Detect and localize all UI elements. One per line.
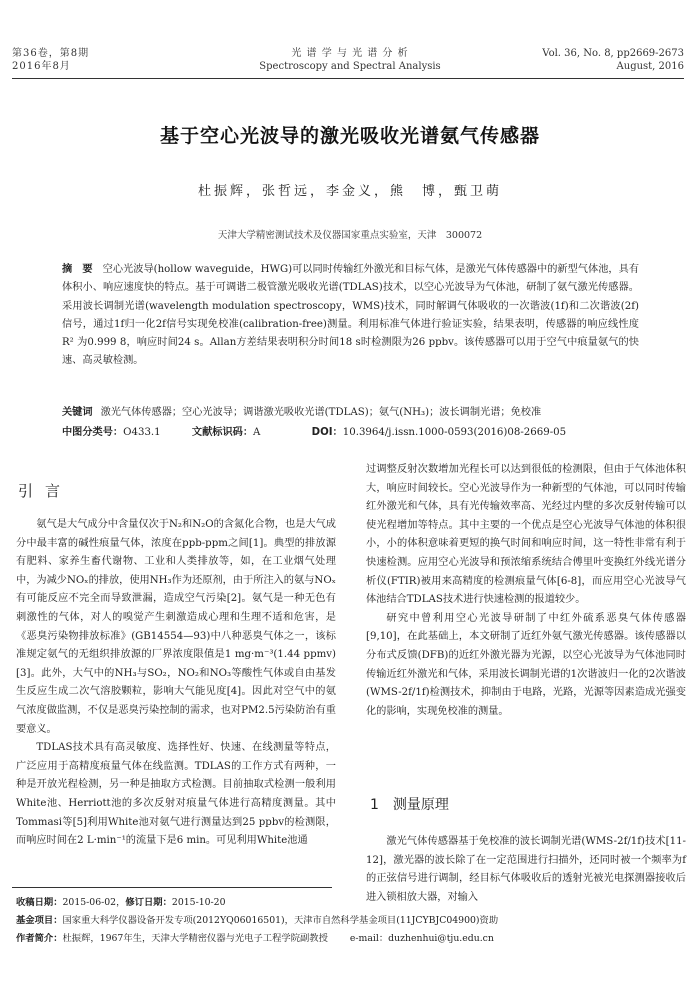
revised-label: 修订日期： [125,897,172,908]
volume-pages-en: Vol. 36, No. 8, pp2669-2673 [542,48,684,59]
classification-line [62,424,652,442]
right-column-body [366,461,686,721]
document-code: A [253,427,261,438]
volume-issue: 第36卷，第8期 [12,48,90,59]
doi-label: DOI： [311,427,343,438]
intro-paragraph-4: 研究中曾利用空心光波导研制了中红外硫系恶臭气体传感器[9,10]，在此基础上，本文研制了近红外氨气激光传感器。该传感器以分布式反馈(DFB)的近红外激光器为光源，以空心光波导为气体池同时传输近红外激光和气体，采用波长调制光谱的1次谐波归一化的2次谐波(WMS-2f/1f)检测技术，抑制由于电路，光路，光源等因素造成光强变化的影响，实现免校准的测量。 [366,612,686,717]
revised-date: 2015-10-20 [171,897,226,908]
clc-number: O433.1 [123,427,161,438]
publication-date-en: August, 2016 [616,61,684,72]
received-date: 2015-06-02， [62,897,126,908]
intro-paragraph-3: 过调整反射次数增加光程长可以达到很低的检测限，但由于气体池体积大，响应时间较长。空心光波导作为一种新型的气体池，可以同时传输红外激光和气体，具有光传输效率高、光经过内壁的多次反射传输可以使光程增加等特点。其中主要的一个优点是空心光波导气体池的体积很小，小的体积意味着更短的换气时间和响应时间，这一特性非常有利于快速检测。应用空心光波导和预浓缩系统结合傅里叶变换红外线光谱分析仪(FTIR)被用来高精度的检测痕量气体[6-8]，而应用空心光波导气体池结合TDLAS技术进行快速检测的报道较少。 [366,464,686,606]
journal-volume-info-en [542,47,684,73]
keywords-text: 激光气体传感器；空心光波导；调谐激光吸收光谱(TDLAS)；氨气(NH₃)；波长调制光谱；免校准 [100,407,542,418]
section-heading-introduction: 引言 [18,482,73,500]
footnote-author [16,932,686,946]
clc-label: 中图分类号： [62,427,124,438]
author-bio-label: 作者简介： [16,933,63,944]
publication-year-month: 2016年8月 [12,61,71,72]
principle-paragraph-1: 激光气体传感器基于免校准的波长调制光谱(WMS-2f/1f)技术[11-12]，激光器的波长除了在一定范围进行扫描外，还同时被一个频率为f的正弦信号进行调制，经目标气体吸收后的透射光被光电探测器接收后进入锁相放大器，对输入 [366,836,686,903]
document-code-label: 文献标识码： [191,427,254,438]
keywords [62,404,652,422]
section-number: 1 [370,797,379,813]
affiliation: 天津大学精密测试技术及仪器国家重点实验室，天津 300072 [217,230,483,241]
abstract-label: 摘 要 [62,264,93,275]
paper-title: 基于空心光波导的激光吸收光谱氨气传感器 [159,125,540,147]
doi: 10.3964/j.issn.1000-0593(2016)08-2669-05 [342,427,567,438]
footnote-rule [12,887,332,888]
fund-text: 国家重大科学仪器设备开发专项(2012YQ06016501)，天津市自然科学基金项目(11JCYBJC04900)资助 [62,915,499,926]
section-heading-principle [370,794,449,814]
left-column-body [16,516,336,851]
header-rule [12,78,684,79]
section-title: 测量原理 [392,797,449,813]
received-label: 收稿日期： [16,897,63,908]
journal-name-english: Spectroscopy and Spectral Analysis [259,61,441,72]
intro-paragraph-1: 氨气是大气成分中含量仅次于N₂和N₂O的含氮化合物，也是大气成分中最丰富的碱性痕量气体，浓度在ppb-ppm之间[1]。典型的排放源有肥料、家养生畜代谢物、工业和人类排放等，如，在工业烟气处理中，为减少NOₓ的排放，使用NH₃作为还原剂，由于所注入的氨与NOₓ有可能反应不完全而导致泄漏，造成空气污染[2]。氨气是一种无色有刺激性的气体，对人的嗅觉产生刺激造成心理和生理不适和危害，是《恶臭污染物排放标准》(GB14554—93)中八种恶臭气体之一，该标准规定氨气的无组织排放源的厂界浓度限值是1 mg·m⁻³(1.44 ppmv)[3]。此外，大气中的NH₃与SO₂，NO₂和NO₃等酸性气体或自由基发生反应生成二次气溶胶颗粒，影响大气能见度[4]。因此对空气中的氨气浓度做监测，不仅是恶臭污染控制的需求，也对PM2.5污染防治有重要意义。 [16,519,336,735]
footnote-dates [16,896,686,910]
author-bio: 杜振辉，1967年生，天津大学精密仪器与光电子工程学院副教授 [62,933,328,944]
footnote-funding [16,914,686,928]
fund-label: 基金项目： [16,915,63,926]
abstract-text: 空心光波导(hollow waveguide，HWG)可以同时传输红外激光和目标气体，是激光气体传感器中的新型气体池，具有体积小、响应速度快的特点。基于可调谐二极管激光吸收光谱(TDLAS)技术，以空心光波导为气体池，研制了氨气激光传感器。采用波长调制光谱(wavelength modulation spectroscopy，WMS)技术，同时解调气体吸收的一次谐波(1f)和二次谐波(2f)信号，通过1f归一化2f信号实现免校准(calibration-free)测量。利用标准气体进行验证实验，结果表明，传感器的响应线性度R² 为0.999 8，响应时间24 s。Allan方差结果表明积分时间18 s时检测限为26 ppbv。该传感器可以用于空气中痕量氨气的快速、高灵敏检测。 [62,264,640,367]
author-list: 杜振辉，张哲远，李金义，熊 博，甄卫萌 [197,184,502,199]
intro-paragraph-2: TDLAS技术具有高灵敏度、选择性好、快速、在线测量等特点，广泛应用于高精度痕量气体在线监测。TDLAS的工作方式有两种，一种是开放光程检测，另一种是抽取方式检测。目前抽取式检测一般利用White池、Herriott池的多次反射对痕量气体进行高精度测量。其中Tommasi等[5]利用White池对氨气进行测量达到25 ppbv的检测限，而响应时间在2 L·min⁻¹的流量下是6 min。可见利用White池通 [16,742,336,847]
journal-name-chinese: 光 谱 学 与 光 谱 分 析 [291,48,409,59]
abstract [62,261,639,371]
keywords-label: 关键词 [62,407,93,418]
author-email: e-mail：duzhenhui@tju.edu.cn [349,933,494,944]
